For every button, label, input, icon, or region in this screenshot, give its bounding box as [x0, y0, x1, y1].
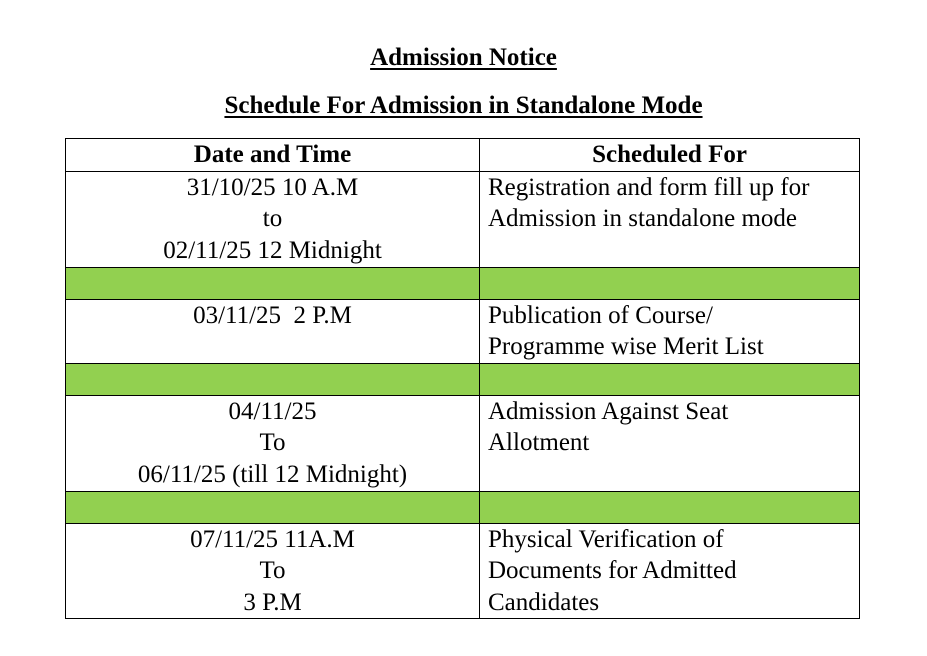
- spacer-cell: [480, 491, 860, 523]
- scheduled-line: Documents for Admitted: [488, 557, 737, 584]
- spacer-cell: [66, 363, 480, 395]
- date-line: 03/11/25 2 P.M: [193, 301, 352, 329]
- scheduled-cell: [480, 523, 860, 619]
- scheduled-line: Registration and form fill up for: [488, 173, 810, 201]
- scheduled-line: Allotment: [488, 429, 590, 456]
- spacer-row: [66, 363, 860, 395]
- date-line: 31/10/25 10 A.M: [186, 173, 359, 201]
- notice-subtitle-text: Schedule For Admission in Standalone Mode: [224, 92, 703, 119]
- date-cell: [66, 395, 480, 491]
- date-line: 3 P.M: [243, 588, 302, 616]
- table-row: [66, 395, 860, 491]
- schedule-table: [65, 138, 860, 619]
- spacer-cell: [480, 363, 860, 395]
- table-row: [66, 171, 860, 267]
- spacer-cell: [66, 267, 480, 299]
- table-row: [66, 299, 860, 363]
- spacer-row: [66, 267, 860, 299]
- spacer-cell: [480, 267, 860, 299]
- scheduled-cell: [480, 171, 860, 267]
- scheduled-cell: [480, 395, 860, 491]
- table-header-row: [66, 139, 860, 172]
- date-line: 06/11/25 (till 12 Midnight): [137, 460, 408, 488]
- scheduled-line: Programme wise Merit List: [488, 333, 764, 360]
- date-cell: [66, 171, 480, 267]
- column-header-date: Date and Time: [66, 139, 480, 172]
- spacer-cell: [66, 491, 480, 523]
- date-cell: [66, 523, 480, 619]
- date-cell: [66, 299, 480, 363]
- table-row: [66, 523, 860, 619]
- date-line: 07/11/25 11A.M: [190, 525, 355, 553]
- scheduled-line: Admission in standalone mode: [488, 205, 797, 232]
- date-line: 04/11/25: [228, 397, 317, 425]
- date-line: 02/11/25 12 Midnight: [163, 236, 382, 264]
- scheduled-line: Publication of Course/: [488, 301, 713, 329]
- spacer-row: [66, 491, 860, 523]
- date-line: To: [259, 429, 286, 456]
- scheduled-line: Candidates: [488, 588, 600, 616]
- notice-title: [0, 43, 927, 73]
- scheduled-line: Physical Verification of: [488, 525, 724, 553]
- scheduled-cell: [480, 299, 860, 363]
- notice-subtitle: [0, 91, 927, 121]
- column-header-scheduled: Scheduled For: [480, 139, 860, 172]
- date-line: To: [259, 557, 286, 584]
- date-line: to: [262, 205, 283, 232]
- notice-title-text: Admission Notice: [370, 44, 557, 71]
- scheduled-line: Admission Against Seat: [488, 397, 729, 425]
